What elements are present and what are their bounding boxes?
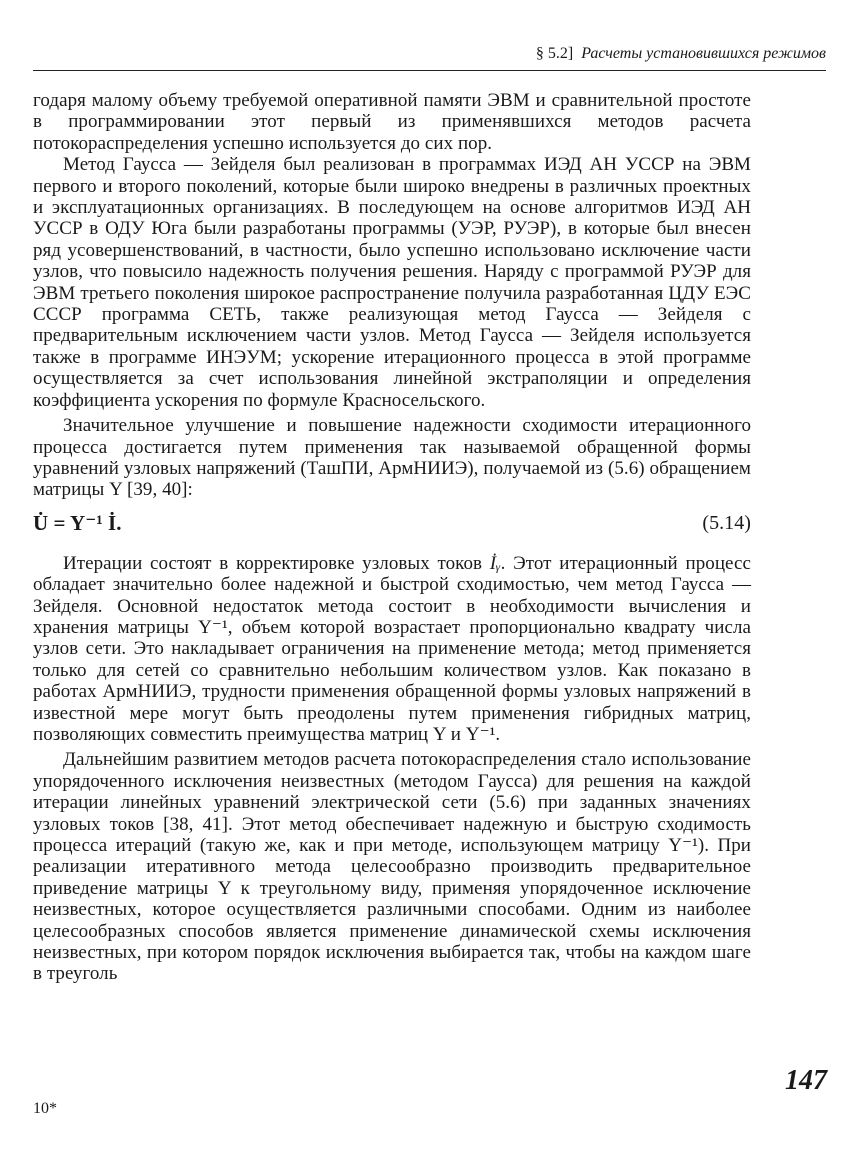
node-current-symbol: İᵧ bbox=[489, 552, 501, 574]
equation-number: (5.14) bbox=[702, 511, 751, 534]
section-number: § 5.2] bbox=[535, 45, 574, 62]
paragraph-4 bbox=[33, 553, 751, 746]
paragraph-1: годаря малому объему требуемой оперативной памяти ЭВМ и сравнительной простоте в программировании этот первый из применявшихся методов расчета потокораспределения успешно используется до сих пор. bbox=[33, 90, 751, 154]
running-head bbox=[35, 44, 826, 64]
header-rule bbox=[33, 70, 826, 71]
equation-5-14 bbox=[33, 505, 751, 545]
signature-mark: 10* bbox=[33, 1100, 57, 1117]
paragraph-4-part-b: . Этот итерационный процесс обладает значительно более надежной и быстрой сходимостью, чем метод Гаусса — Зейделя. Основной недостаток метода состоит в необходимости вычисления и хранения матрицы Y⁻¹, объем которой возрастает пропорционально квадрату числа узлов сети. Это накладывает ограничения на применение метода; метод применяется только для сетей со сравнительно небольшим количеством узлов. Как показано в работах АрмНИИЭ, трудности применения обращенной формы узловых напряжений в известной мере могут быть преодолены путем применения гибридных матриц, позволяющих совместить преимущества матриц Y и Y⁻¹. bbox=[33, 552, 751, 745]
page-number: 147 bbox=[785, 1065, 827, 1096]
equation-formula: U̇ = Y⁻¹ İ. bbox=[33, 510, 122, 535]
paragraph-2: Метод Гаусса — Зейделя был реализован в программах ИЭД АН УССР на ЭВМ первого и второго поколений, которые были широко внедрены в различных проектных и эксплуатационных организациях. В последующем на основе алгоритмов ИЭД АН УССР в ОДУ Юга были разработаны программы (УЭР, РУЭР), в которые был внесен ряд усовершенствований, в частности, было успешно использовано исключение части узлов, что повысило надежность получения решения. Наряду с программой РУЭР для ЭВМ третьего поколения широкое распространение получила разработанная ЦДУ ЕЭС СССР программа СЕТЬ, также реализующая метод Гаусса — Зейделя с предварительным исключением части узлов. Метод Гаусса — Зейделя используется также в программе ИНЭУМ; ускорение итерационного процесса в этой программе осуществляется за счет использования линейной экстраполяции и определения коэффициента ускорения по формуле Красносельского. bbox=[33, 154, 751, 411]
paragraph-4-part-a: Итерации состоят в корректировке узловых токов bbox=[63, 552, 490, 574]
body-text bbox=[33, 90, 751, 985]
running-title: Расчеты установившихся режимов bbox=[581, 45, 826, 62]
paragraph-5: Дальнейшим развитием методов расчета потокораспределения стало использование упорядоченного исключения неизвестных (методом Гаусса) для решения на каждой итерации линейных уравнений электрической сети (5.6) при заданных значениях узловых токов [38, 41]. Этот метод обеспечивает надежную и быструю сходимость процесса итераций (такую же, как и при методе, использующем матрицу Y⁻¹). При реализации итеративного метода целесообразно производить предварительное приведение матрицы Y к треугольному виду, применяя упорядоченное исключение неизвестных, которое осуществляется различными способами. Одним из наиболее целесообразных способов является применение динамической схемы исключения неизвестных, при котором порядок исключения выбирается так, чтобы на каждом шаге в треуголь bbox=[33, 749, 751, 985]
paragraph-3: Значительное улучшение и повышение надежности сходимости итерационного процесса достигается путем применения так называемой обращенной формы уравнений узловых напряжений (ТашПИ, АрмНИИЭ), получаемой из (5.6) обращением матрицы Y [39, 40]: bbox=[33, 415, 751, 501]
